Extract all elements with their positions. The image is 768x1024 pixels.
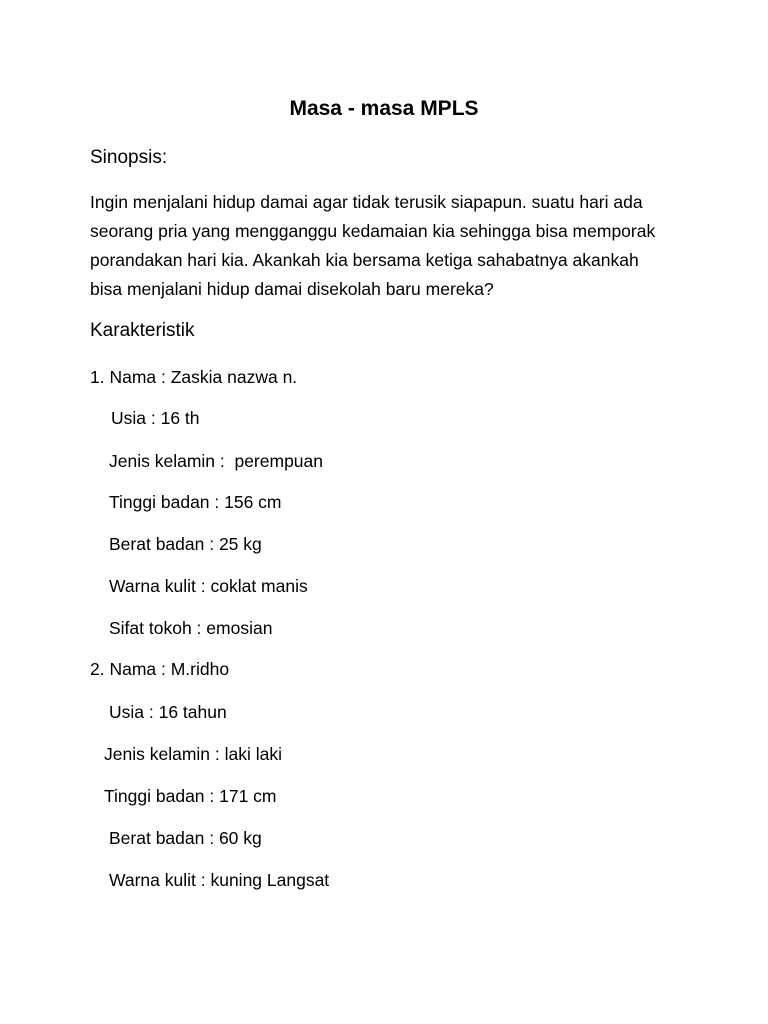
synopsis-line: bisa menjalani hidup damai disekolah baru mereka?	[90, 279, 494, 299]
synopsis-line: porandakan hari kia. Akankah kia bersama ketiga sahabatnya akankah	[90, 250, 639, 270]
character1-height: Tinggi badan : 156 cm	[109, 492, 282, 512]
character1-weight: Berat badan : 25 kg	[109, 534, 262, 554]
document-title: Masa - masa MPLS	[289, 97, 479, 120]
synopsis-heading: Sinopsis:	[90, 147, 168, 168]
character1-age: Usia : 16 th	[111, 408, 200, 428]
character1-trait: Sifat tokoh : emosian	[109, 618, 273, 638]
character2-weight: Berat badan : 60 kg	[109, 828, 262, 848]
synopsis-line: seorang pria yang mengganggu kedamaian kia sehingga bisa memporak	[90, 221, 656, 241]
character1-name: 1. Nama : Zaskia nazwa n.	[90, 367, 298, 387]
character1-skin: Warna kulit : coklat manis	[109, 576, 308, 596]
character2-name: 2. Nama : M.ridho	[90, 659, 230, 679]
character2-height: Tinggi badan : 171 cm	[104, 786, 277, 806]
character2-skin: Warna kulit : kuning Langsat	[109, 870, 330, 890]
synopsis-line: Ingin menjalani hidup damai agar tidak terusik siapapun. suatu hari ada	[90, 192, 643, 212]
character2-age: Usia : 16 tahun	[109, 702, 227, 722]
characteristics-heading: Karakteristik	[90, 320, 195, 341]
character2-gender: Jenis kelamin : laki laki	[104, 744, 282, 764]
synopsis-paragraph	[90, 188, 690, 304]
character1-gender: Jenis kelamin : perempuan	[109, 451, 323, 471]
